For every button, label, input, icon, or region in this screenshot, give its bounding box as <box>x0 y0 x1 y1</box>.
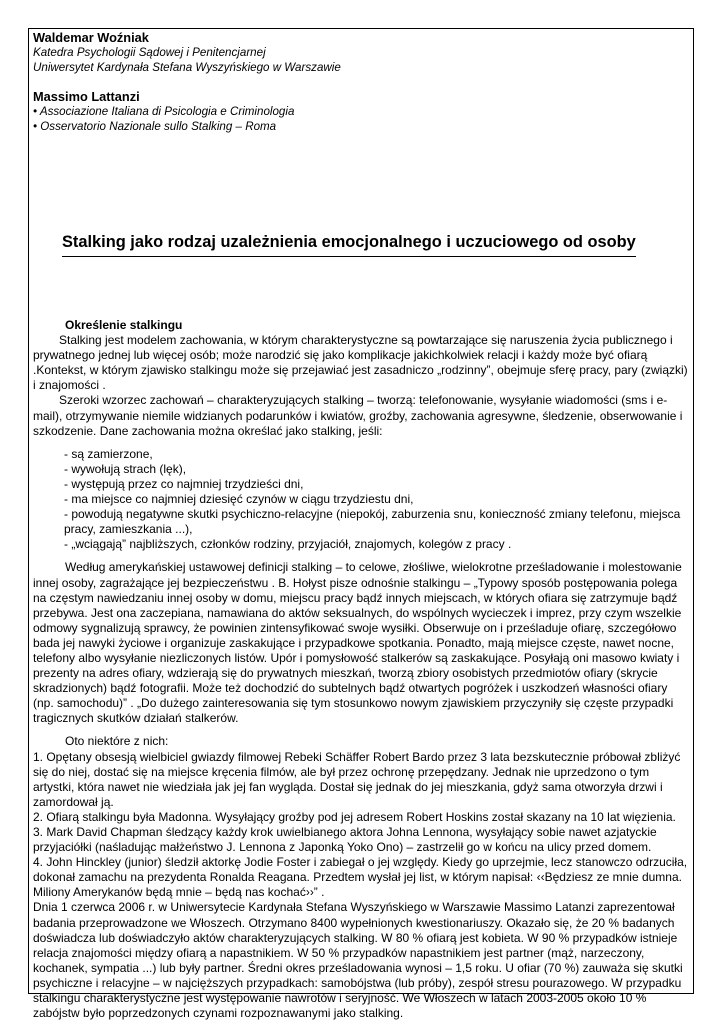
author-affiliation: Uniwersytet Kardynała Stefana Wyszyńskiego w Warszawie <box>33 61 341 74</box>
authors-block <box>33 30 691 134</box>
paragraph: 2. Ofiarą stalkingu była Madonna. Wysyłający groźby pod jej adresem Robert Hoskins został skazany na 10 lat więzienia. <box>33 809 676 824</box>
author-affiliation: • Osservatorio Nazionale sullo Stalking – Roma <box>33 120 277 133</box>
author-1 <box>33 30 691 75</box>
list-item: - są zamierzone, <box>64 446 153 461</box>
list-item: - ma miejsce co najmniej dziesięć czynów w ciągu trzydziestu dni, <box>64 492 414 507</box>
paragraph: Stalking jest modelem zachowania, w którym charakterystyczne są powtarzające się naruszenia życia publicznego i prywatnego jednej lub więcej osób; może narodzić się jako komplikacje jakichkolwiek relacji i każdy może być ofiarą .Kontekst, w którym zjawisko stalkingu może się przejawiać jest zasadniczo „rodzinny”, obejmuje sferę pracy, pary (związki) i znajomości . <box>33 333 688 393</box>
conditions-list <box>33 447 691 553</box>
author-affiliation: • Associazione Italiana di Psicologia e Criminologia <box>33 105 295 118</box>
author-affiliation: Katedra Psychologii Sądowej i Penitencjarnej <box>33 46 266 59</box>
paragraph: 3. Mark David Chapman śledzący każdy krok uwielbianego aktora Johna Lennona, wysyłający sobie nawet azjatyckie przyjaciółki (naśladując małżeństwo J. Lennona z Japonką Yoko Ono) – zastrzelił go w końcu na ulicy przed domem. <box>33 825 657 855</box>
section-heading: Określenie stalkingu <box>65 318 183 332</box>
paragraph: Według amerykańskiej ustawowej definicji stalking – to celowe, złośliwe, wielokrotne prześladowanie i molestowanie innej osoby, zagrażające jej bezpieczeństwu . B. Hołyst pisze odnośnie stalkingu – „Typowy sposób postępowania polega na częstym nawiedzaniu innej osoby w domu, miejscu pracy bądź innych miejscach, w których ofiara się zatrzymuje bądź przebywa. Jest ona zaczepiana, namawiana do aktów seksualnych, do wspólnych wycieczek i imprez, przy czym wszelkie odmowy sygnalizują sprawcy, że powinien zintensyfikować swoje wysiłki. Obserwuje on i prześladuje ofiarę, szczegółowo bada jej nawyki życiowe i organizuje zaskakujące i przypadkowe spotkania. Ponadto, mają miejsce częste, nawet nocne, telefony albo wysyłanie niezliczonych listów. Upór i pomysłowość stalkerów są zaskakujące. Posyłają oni masowo kwiaty i prezenty na adres ofiary, wdzierają się do prywatnych mieszkań, tworzą zbiory osobistych przedmiotów ofiary (skrycie skradzionych) bądź fotografii. Może też dochodzić do subtelnych bądź otwartych pogróżek i uszkodzeń własności ofiary (np. samochodu)” . „Do dużego zainteresowania się tym stosunkowo nowym zjawiskiem przyczyniły się częste przypadki tragicznych skutków działań stalkerów. <box>33 560 682 726</box>
document-body <box>33 318 691 1021</box>
author-name: Massimo Lattanzi <box>33 89 140 104</box>
list-item: - wywołują strach (lęk), <box>64 461 187 476</box>
paragraph: 1. Opętany obsesją wielbiciel gwiazdy filmowej Rebeki Schäffer Robert Bardo przez 3 lata bezskutecznie próbował zbliżyć się do niej, dostać się na miejsce kręcenia filmów, ale był przez ochronę przepędzany. Jednak nie uprzedzono o tym artystki, która nawet nie wiedziała jak jej fan wygląda. Dostał się jednak do jej mieszkania, gdyż sama otworzyła drzwi i zamordował ją. <box>33 749 681 809</box>
title-block <box>62 232 672 257</box>
list-item: - „wciągają” najbliższych, członków rodziny, przyjaciół, znajomych, kolegów z pracy . <box>64 537 512 552</box>
document-title: Stalking jako rodzaj uzależnienia emocjonalnego i uczuciowego od osoby <box>62 232 636 257</box>
list-item: - powodują negatywne skutki psychiczno-relacyjne (niepokój, zaburzenia snu, konieczność zmiany telefonu, miejsca pracy, zamieszkania ...), <box>64 507 681 537</box>
list-item: - występują przez co najmniej trzydzieści dni, <box>64 476 304 491</box>
paragraph: Oto niektóre z nich: <box>65 734 169 749</box>
author-name: Waldemar Woźniak <box>33 30 149 45</box>
paragraph: Szeroki wzorzec zachowań – charakteryzujących stalking – tworzą: telefonowanie, wysyłanie wiadomości (sms i e-mail), otrzymywanie niemile widzianych podarunków i kwiatów, groźby, zachowania agresywne, śledzenie, obserwowanie i szkodzenie. Dane zachowania można określać jako stalking, jeśli: <box>33 393 683 438</box>
paragraph: 4. John Hinckley (junior) śledził aktorkę Jodie Foster i zabiegał o jej względy. Kiedy go uprzejmie, lecz stanowczo odrzuciła, dokonał zamachu na prezydenta Ronalda Reagana. Przedtem wysłał jej list, w którym napisał: ‹‹Będziesz ze mnie dumna. Miliony Amerykanów będą mnie – będą nas kochać››” . <box>33 855 688 900</box>
paragraph: Dnia 1 czerwca 2006 r. w Uniwersytecie Kardynała Stefana Wyszyńskiego w Warszawie Massimo Latanzi zaprezentował badania przeprowadzone we Włoszech. Otrzymano 8400 wypełnionych kwestionariuszy. Okazało się, że 20 % badanych doświadcza lub doświadczyło aktów charakteryzujących stalking. W 80 % ofiarą jest kobieta. W 90 % przypadków istnieje relacja znajomości między ofiarą a napastnikiem. W 50 % przypadków napastnikiem jest partner (mąż, narzeczony, kochanek, sympatia ...) lub były partner. Średni okres prześladowania wynosi – 1,5 roku. U ofiar (70 %) zauważa się skutki psychiczne i relacyjne – w najcięższych przypadkach: samobójstwa (lub próby), zespół stresu pourazowego. W przypadku stalkingu charakterystyczne jest występowanie nawrotów i seryjność. We Włoszech w latach 2003-2005 około 10 % zabójstw było poprzedzonych czynami rozpoznawanymi jako stalking. <box>33 900 683 1021</box>
author-2 <box>33 89 691 134</box>
